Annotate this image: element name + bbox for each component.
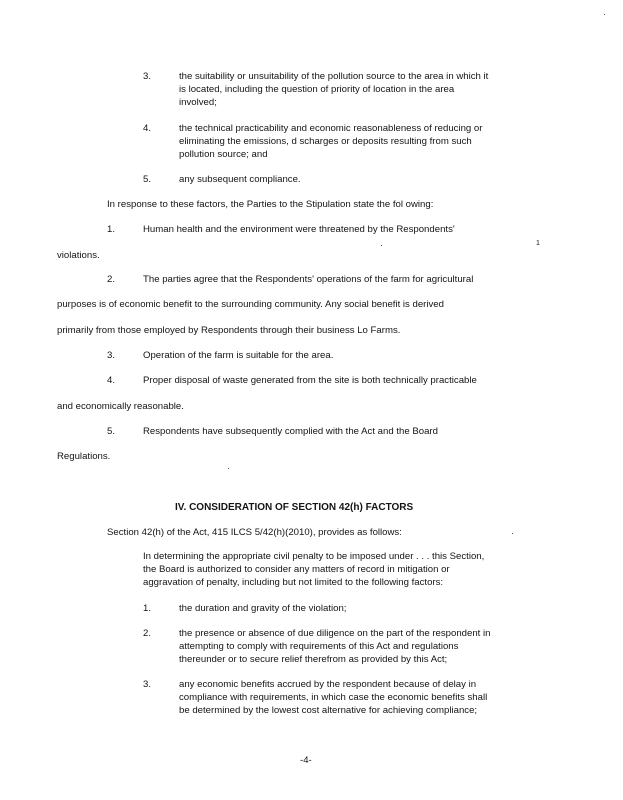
- list-b-line: any economic benefits accrued by the respondent because of delay in: [179, 679, 477, 690]
- section-intro: Section 42(h) of the Act, 415 ILCS 5/42(h)(2010), provides as follows:: [107, 527, 402, 538]
- finding-text: Human health and the environment were threatened by the Respondents': [143, 224, 455, 235]
- scan-speck: [512, 533, 513, 534]
- list-b-line: compliance with requirements, in which case the economic benefits shall: [179, 692, 488, 703]
- list-a-line: any subsequent compliance.: [179, 174, 301, 185]
- list-b-line: thereunder or to secure relief therefrom as provided by this Act;: [179, 654, 448, 665]
- quote-line: In determining the appropriate civil penalty to be imposed under . . . this Section,: [143, 551, 485, 562]
- finding-text: Respondents have subsequently complied with the Act and the Board: [143, 426, 438, 437]
- scan-speck: [381, 245, 382, 246]
- response-intro: In response to these factors, the Parties to the Stipulation state the fol owing:: [107, 199, 434, 210]
- list-b-number: 2.: [143, 628, 152, 639]
- list-b-line: attempting to comply with requirements of this Act and regulations: [179, 641, 459, 652]
- margin-mark: 1: [536, 240, 540, 247]
- finding-text: violations.: [57, 250, 100, 261]
- quote-line: the Board is authorized to consider any matters of record in mitigation or: [143, 564, 450, 575]
- list-a-line: the technical practicability and economic reasonableness of reducing or: [179, 123, 483, 134]
- finding-number: 3.: [107, 350, 116, 361]
- finding-number: 4.: [107, 375, 116, 386]
- finding-text: primarily from those employed by Respondents through their business Lo Farms.: [57, 325, 401, 336]
- finding-text: Operation of the farm is suitable for the area.: [143, 350, 334, 361]
- list-a-number: 3.: [143, 71, 152, 82]
- finding-text: Regulations.: [57, 451, 111, 462]
- list-a-line: involved;: [179, 97, 217, 108]
- section-heading: IV. CONSIDERATION OF SECTION 42(h) FACTORS: [175, 502, 414, 513]
- finding-number: 5.: [107, 426, 116, 437]
- list-b-line: be determined by the lowest cost alternative for achieving compliance;: [179, 705, 478, 716]
- finding-number: 2.: [107, 274, 116, 285]
- finding-text: Proper disposal of waste generated from the site is both technically practicable: [143, 375, 477, 386]
- list-b-line: the presence or absence of due diligence on the part of the respondent in: [179, 628, 491, 639]
- list-a-number: 5.: [143, 174, 152, 185]
- finding-text: purposes is of economic benefit to the surrounding community. Any social benefit is derived: [57, 299, 444, 310]
- list-a-number: 4.: [143, 123, 152, 134]
- list-a-line: pollution source; and: [179, 149, 268, 160]
- finding-text: The parties agree that the Respondents' operations of the farm for agricultural: [143, 274, 474, 285]
- scan-speck: [228, 468, 229, 469]
- quote-line: aggravation of penalty, including but not limited to the following factors:: [143, 577, 444, 588]
- list-b-line: the duration and gravity of the violation;: [179, 603, 347, 614]
- list-b-number: 1.: [143, 603, 152, 614]
- list-a-line: the suitability or unsuitability of the pollution source to the area in which it: [179, 71, 489, 82]
- finding-number: 1.: [107, 224, 116, 235]
- finding-text: and economically reasonable.: [57, 401, 184, 412]
- list-b-number: 3.: [143, 679, 152, 690]
- scan-speck: [604, 14, 605, 15]
- page-number: -4-: [300, 755, 312, 766]
- list-a-line: is located, including the question of priority of location in the area: [179, 84, 455, 95]
- list-a-line: eliminating the emissions, d scharges or deposits resulting from such: [179, 136, 472, 147]
